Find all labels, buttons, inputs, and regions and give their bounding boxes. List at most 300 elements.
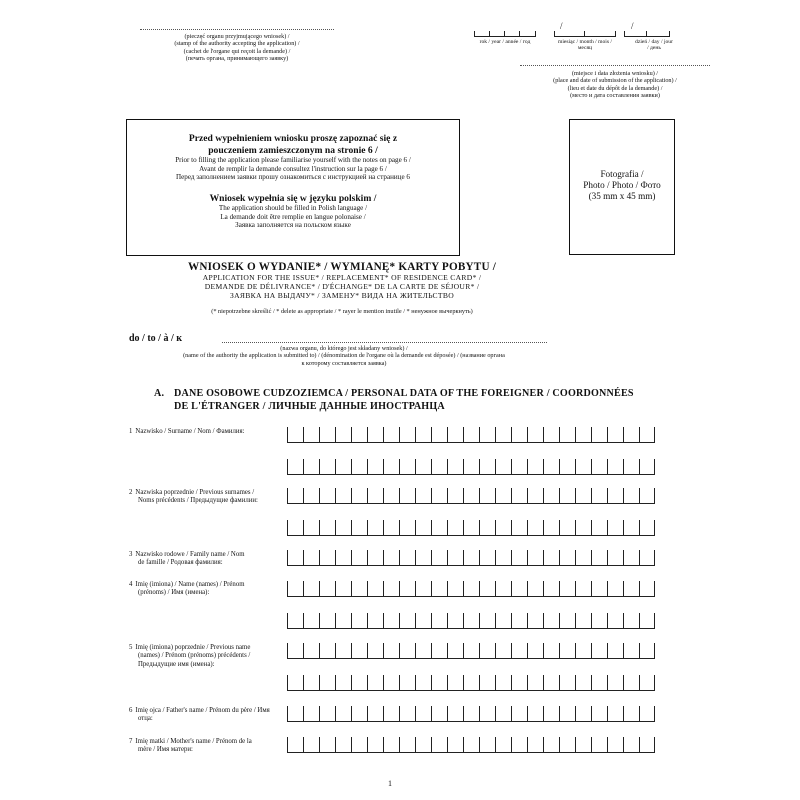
letter-box[interactable] [399, 581, 415, 597]
letter-box[interactable] [447, 581, 463, 597]
letter-box[interactable] [399, 737, 415, 753]
letter-box[interactable] [303, 675, 319, 691]
letter-box[interactable] [623, 706, 639, 722]
letter-box[interactable] [287, 675, 303, 691]
letter-box[interactable] [303, 643, 319, 659]
letter-box[interactable] [575, 520, 591, 536]
letter-box[interactable] [463, 550, 479, 566]
letter-box[interactable] [623, 550, 639, 566]
page-number: 1 [388, 779, 392, 788]
letter-boxes-row[interactable] [287, 488, 655, 504]
letter-box[interactable] [559, 459, 575, 475]
letter-box[interactable] [623, 581, 639, 597]
letter-box[interactable] [447, 706, 463, 722]
letter-box[interactable] [383, 459, 399, 475]
letter-box[interactable] [351, 427, 367, 443]
letter-box[interactable] [559, 427, 575, 443]
letter-box[interactable] [447, 643, 463, 659]
letter-box[interactable] [623, 675, 639, 691]
letter-box[interactable] [431, 520, 447, 536]
submission-date-field[interactable] [474, 16, 674, 52]
letter-box[interactable] [463, 643, 479, 659]
letter-box[interactable] [559, 643, 575, 659]
letter-box[interactable] [351, 488, 367, 504]
letter-box[interactable] [367, 643, 383, 659]
letter-box[interactable] [479, 581, 495, 597]
letter-box[interactable] [479, 459, 495, 475]
letter-box[interactable] [319, 488, 335, 504]
letter-box[interactable] [335, 459, 351, 475]
letter-box[interactable] [463, 581, 479, 597]
letter-box[interactable] [383, 643, 399, 659]
letter-box[interactable] [559, 675, 575, 691]
letter-box[interactable] [351, 613, 367, 629]
addressee-label: do / to / à / к [129, 333, 182, 344]
letter-box[interactable] [351, 706, 367, 722]
letter-box[interactable] [367, 427, 383, 443]
letter-box[interactable] [559, 737, 575, 753]
letter-box[interactable] [543, 427, 559, 443]
letter-box[interactable] [543, 459, 559, 475]
letter-box[interactable] [463, 737, 479, 753]
letter-box[interactable] [287, 550, 303, 566]
letter-box[interactable] [543, 550, 559, 566]
letter-box[interactable] [511, 613, 527, 629]
letter-box[interactable] [527, 613, 543, 629]
letter-box[interactable] [335, 737, 351, 753]
letter-box[interactable] [335, 427, 351, 443]
letter-box[interactable] [607, 550, 623, 566]
letter-box[interactable] [559, 706, 575, 722]
letter-boxes-row[interactable] [287, 550, 655, 566]
letter-box[interactable] [479, 613, 495, 629]
letter-box[interactable] [607, 643, 623, 659]
letter-box[interactable] [399, 488, 415, 504]
letter-box[interactable] [367, 706, 383, 722]
letter-box[interactable] [479, 427, 495, 443]
field-label [129, 738, 279, 755]
letter-box[interactable] [415, 550, 431, 566]
month-boxes[interactable] [554, 24, 616, 37]
letter-box[interactable] [575, 643, 591, 659]
letter-box[interactable] [559, 581, 575, 597]
letter-box[interactable] [591, 459, 607, 475]
letter-box[interactable] [511, 706, 527, 722]
letter-box[interactable] [431, 737, 447, 753]
letter-box[interactable] [463, 675, 479, 691]
letter-boxes-row[interactable] [287, 613, 655, 629]
letter-box[interactable] [495, 459, 511, 475]
letter-box[interactable] [543, 675, 559, 691]
letter-box[interactable] [527, 520, 543, 536]
letter-box[interactable] [623, 488, 639, 504]
letter-box[interactable] [495, 737, 511, 753]
letter-box[interactable] [335, 581, 351, 597]
letter-boxes-row[interactable] [287, 581, 655, 597]
letter-box[interactable] [335, 613, 351, 629]
letter-box[interactable] [495, 675, 511, 691]
letter-box[interactable] [383, 675, 399, 691]
letter-box[interactable] [319, 459, 335, 475]
letter-box[interactable] [639, 613, 655, 629]
letter-box[interactable] [527, 427, 543, 443]
letter-box[interactable] [559, 520, 575, 536]
letter-box[interactable] [303, 550, 319, 566]
letter-box[interactable] [335, 550, 351, 566]
letter-box[interactable] [287, 520, 303, 536]
letter-box[interactable] [303, 488, 319, 504]
letter-box[interactable] [639, 459, 655, 475]
letter-box[interactable] [543, 488, 559, 504]
photo-box[interactable] [569, 119, 675, 255]
letter-box[interactable] [495, 550, 511, 566]
letter-box[interactable] [431, 613, 447, 629]
letter-box[interactable] [287, 737, 303, 753]
letter-box[interactable] [623, 459, 639, 475]
letter-boxes-row[interactable] [287, 737, 655, 753]
letter-box[interactable] [431, 488, 447, 504]
letter-box[interactable] [287, 459, 303, 475]
letter-box[interactable] [591, 520, 607, 536]
letter-box[interactable] [303, 427, 319, 443]
letter-box[interactable] [495, 488, 511, 504]
letter-box[interactable] [415, 488, 431, 504]
letter-box[interactable] [607, 581, 623, 597]
field-label-line [129, 551, 279, 559]
letter-box[interactable] [335, 643, 351, 659]
letter-box[interactable] [639, 581, 655, 597]
letter-box[interactable] [559, 488, 575, 504]
letter-box[interactable] [431, 675, 447, 691]
letter-box[interactable] [463, 520, 479, 536]
letter-box[interactable] [319, 581, 335, 597]
letter-box[interactable] [575, 459, 591, 475]
letter-box[interactable] [527, 643, 543, 659]
letter-box[interactable] [543, 737, 559, 753]
letter-box[interactable] [495, 706, 511, 722]
letter-box[interactable] [351, 459, 367, 475]
letter-box[interactable] [543, 520, 559, 536]
letter-box[interactable] [479, 737, 495, 753]
letter-box[interactable] [335, 520, 351, 536]
letter-box[interactable] [511, 550, 527, 566]
letter-box[interactable] [383, 706, 399, 722]
letter-box[interactable] [463, 459, 479, 475]
letter-box[interactable] [511, 675, 527, 691]
letter-box[interactable] [383, 550, 399, 566]
letter-box[interactable] [351, 520, 367, 536]
letter-box[interactable] [383, 613, 399, 629]
letter-box[interactable] [495, 520, 511, 536]
letter-box[interactable] [399, 550, 415, 566]
letter-boxes-row[interactable] [287, 675, 655, 691]
letter-box[interactable] [639, 706, 655, 722]
letter-box[interactable] [303, 737, 319, 753]
letter-box[interactable] [447, 520, 463, 536]
letter-box[interactable] [415, 459, 431, 475]
letter-box[interactable] [495, 643, 511, 659]
letter-box[interactable] [431, 550, 447, 566]
letter-box[interactable] [463, 706, 479, 722]
letter-box[interactable] [639, 427, 655, 443]
section-a-heading [154, 387, 674, 413]
place-caption-line: (miejsce i data złożenia wniosku) / [571, 70, 659, 77]
letter-box[interactable] [447, 459, 463, 475]
letter-box[interactable] [575, 706, 591, 722]
field-label [129, 428, 279, 436]
letter-box[interactable] [335, 675, 351, 691]
letter-box[interactable] [335, 488, 351, 504]
letter-box[interactable] [383, 581, 399, 597]
letter-box[interactable] [591, 675, 607, 691]
letter-box[interactable] [383, 737, 399, 753]
letter-box[interactable] [511, 488, 527, 504]
field-number: 7 [129, 738, 133, 745]
letter-box[interactable] [303, 459, 319, 475]
field-label-text: Imię (imiona) poprzednie / Previous name [135, 644, 251, 651]
letter-box[interactable] [607, 488, 623, 504]
letter-box[interactable] [511, 737, 527, 753]
field-label-line: отца: [138, 715, 153, 723]
notice-line: Заявка заполняется на польском языке [235, 221, 351, 230]
letter-box[interactable] [367, 737, 383, 753]
letter-box[interactable] [367, 550, 383, 566]
addressee-input-line[interactable] [222, 342, 547, 343]
letter-box[interactable] [527, 737, 543, 753]
field-label-line [129, 581, 279, 589]
letter-box[interactable] [447, 550, 463, 566]
letter-box[interactable] [511, 520, 527, 536]
letter-box[interactable] [351, 737, 367, 753]
place-caption-line: (place and date of submission of the application) / [553, 77, 677, 85]
letter-box[interactable] [527, 706, 543, 722]
letter-box[interactable] [623, 643, 639, 659]
letter-box[interactable] [575, 488, 591, 504]
letter-box[interactable] [639, 675, 655, 691]
form-title-line: ЗАЯВКА НА ВЫДАЧУ* / ЗАМЕНУ* ВИДА НА ЖИТЕЛЬСТВО [230, 290, 454, 300]
letter-box[interactable] [351, 581, 367, 597]
letter-box[interactable] [463, 613, 479, 629]
field-number: 4 [129, 581, 133, 588]
letter-box[interactable] [319, 427, 335, 443]
letter-box[interactable] [367, 520, 383, 536]
letter-box[interactable] [607, 427, 623, 443]
letter-box[interactable] [591, 581, 607, 597]
letter-box[interactable] [447, 613, 463, 629]
letter-box[interactable] [639, 488, 655, 504]
letter-box[interactable] [543, 706, 559, 722]
letter-boxes-row[interactable] [287, 643, 655, 659]
letter-box[interactable] [303, 706, 319, 722]
letter-box[interactable] [367, 488, 383, 504]
letter-box[interactable] [415, 643, 431, 659]
letter-box[interactable] [383, 520, 399, 536]
letter-box[interactable] [623, 737, 639, 753]
letter-box[interactable] [607, 706, 623, 722]
letter-box[interactable] [607, 613, 623, 629]
letter-box[interactable] [575, 427, 591, 443]
letter-box[interactable] [543, 643, 559, 659]
field-label-line: Предыдущие имя (имена): [138, 660, 215, 668]
letter-box[interactable] [431, 459, 447, 475]
field-label-text: Imię matki / Mother's name / Prénom de la [135, 738, 252, 745]
letter-box[interactable] [431, 706, 447, 722]
letter-box[interactable] [319, 737, 335, 753]
letter-box[interactable] [447, 675, 463, 691]
letter-box[interactable] [447, 737, 463, 753]
letter-box[interactable] [367, 613, 383, 629]
letter-box[interactable] [431, 581, 447, 597]
letter-box[interactable] [351, 675, 367, 691]
letter-box[interactable] [575, 737, 591, 753]
letter-boxes-row[interactable] [287, 459, 655, 475]
instructions-box [126, 119, 460, 256]
letter-box[interactable] [447, 427, 463, 443]
letter-box[interactable] [591, 706, 607, 722]
letter-box[interactable] [351, 643, 367, 659]
letter-box[interactable] [319, 613, 335, 629]
letter-box[interactable] [303, 520, 319, 536]
letter-box[interactable] [399, 459, 415, 475]
letter-box[interactable] [575, 550, 591, 566]
letter-box[interactable] [319, 520, 335, 536]
letter-boxes-row[interactable] [287, 427, 655, 443]
letter-box[interactable] [607, 459, 623, 475]
letter-box[interactable] [607, 737, 623, 753]
letter-box[interactable] [575, 675, 591, 691]
section-title-line: DANE OSOBOWE CUDZOZIEMCA / PERSONAL DATA OF THE FOREIGNER / COORDONNÉES [174, 388, 634, 399]
letter-box[interactable] [575, 581, 591, 597]
letter-box[interactable] [511, 427, 527, 443]
letter-box[interactable] [415, 706, 431, 722]
letter-box[interactable] [495, 581, 511, 597]
letter-box[interactable] [559, 550, 575, 566]
letter-box[interactable] [415, 520, 431, 536]
stamp-caption-line: (cachet de l'organe qui reçoit la demande) / [183, 47, 291, 55]
letter-box[interactable] [591, 488, 607, 504]
letter-box[interactable] [479, 488, 495, 504]
letter-box[interactable] [399, 427, 415, 443]
field-label [129, 644, 279, 669]
letter-box[interactable] [575, 613, 591, 629]
letter-box[interactable] [511, 459, 527, 475]
letter-box[interactable] [527, 581, 543, 597]
letter-box[interactable] [479, 643, 495, 659]
place-caption-line: (место и дата составления заявки) [570, 92, 660, 100]
letter-box[interactable] [367, 675, 383, 691]
letter-box[interactable] [623, 427, 639, 443]
letter-box[interactable] [415, 675, 431, 691]
letter-box[interactable] [623, 520, 639, 536]
letter-box[interactable] [495, 427, 511, 443]
letter-box[interactable] [639, 643, 655, 659]
letter-box[interactable] [431, 643, 447, 659]
notice-heading: Przed wypełnieniem wniosku proszę zapoznać się z pouczeniem zamieszczonym na stronie 6 / [188, 133, 398, 156]
letter-box[interactable] [479, 520, 495, 536]
letter-box[interactable] [639, 520, 655, 536]
letter-box[interactable] [415, 613, 431, 629]
letter-box[interactable] [511, 581, 527, 597]
letter-box[interactable] [543, 581, 559, 597]
letter-box[interactable] [303, 613, 319, 629]
letter-box[interactable] [527, 459, 543, 475]
letter-box[interactable] [527, 675, 543, 691]
field-number: 6 [129, 707, 133, 714]
letter-box[interactable] [287, 581, 303, 597]
letter-box[interactable] [639, 737, 655, 753]
letter-box[interactable] [607, 675, 623, 691]
letter-box[interactable] [463, 488, 479, 504]
letter-box[interactable] [383, 427, 399, 443]
letter-box[interactable] [383, 488, 399, 504]
letter-box[interactable] [415, 581, 431, 597]
day-boxes[interactable] [624, 24, 670, 37]
letter-box[interactable] [399, 643, 415, 659]
letter-box[interactable] [415, 427, 431, 443]
letter-box[interactable] [367, 459, 383, 475]
letter-box[interactable] [399, 520, 415, 536]
letter-box[interactable] [607, 520, 623, 536]
letter-box[interactable] [335, 706, 351, 722]
letter-box[interactable] [431, 427, 447, 443]
letter-box[interactable] [287, 613, 303, 629]
letter-box[interactable] [543, 613, 559, 629]
letter-box[interactable] [447, 488, 463, 504]
letter-box[interactable] [591, 613, 607, 629]
letter-box[interactable] [319, 550, 335, 566]
letter-box[interactable] [527, 488, 543, 504]
place-caption-line: (lieu et date du dépôt de la demande) / [567, 84, 663, 92]
notice-line: Avant de remplir la demande consultez l'instruction sur la page 6 / [199, 164, 387, 173]
letter-box[interactable] [527, 550, 543, 566]
letter-box[interactable] [495, 613, 511, 629]
letter-box[interactable] [479, 550, 495, 566]
letter-box[interactable] [303, 581, 319, 597]
letter-box[interactable] [415, 737, 431, 753]
letter-box[interactable] [367, 581, 383, 597]
field-label [129, 581, 279, 598]
letter-box[interactable] [511, 643, 527, 659]
letter-box[interactable] [287, 643, 303, 659]
letter-box[interactable] [591, 427, 607, 443]
letter-box[interactable] [351, 550, 367, 566]
letter-box[interactable] [319, 675, 335, 691]
letter-box[interactable] [463, 427, 479, 443]
letter-box[interactable] [623, 613, 639, 629]
field-label [129, 489, 279, 506]
letter-box[interactable] [287, 706, 303, 722]
letter-box[interactable] [559, 613, 575, 629]
letter-box[interactable] [479, 675, 495, 691]
letter-box[interactable] [639, 550, 655, 566]
stamp-line [140, 29, 334, 30]
letter-box[interactable] [287, 427, 303, 443]
letter-box[interactable] [287, 488, 303, 504]
letter-box[interactable] [591, 737, 607, 753]
letter-box[interactable] [319, 706, 335, 722]
letter-box[interactable] [399, 706, 415, 722]
letter-box[interactable] [591, 643, 607, 659]
letter-box[interactable] [399, 613, 415, 629]
year-boxes[interactable] [474, 24, 536, 37]
field-label-line: mère / Имя матери: [138, 746, 193, 754]
letter-box[interactable] [319, 643, 335, 659]
letter-box[interactable] [591, 550, 607, 566]
letter-box[interactable] [479, 706, 495, 722]
letter-box[interactable] [399, 675, 415, 691]
letter-boxes-row[interactable] [287, 706, 655, 722]
letter-boxes-row[interactable] [287, 520, 655, 536]
